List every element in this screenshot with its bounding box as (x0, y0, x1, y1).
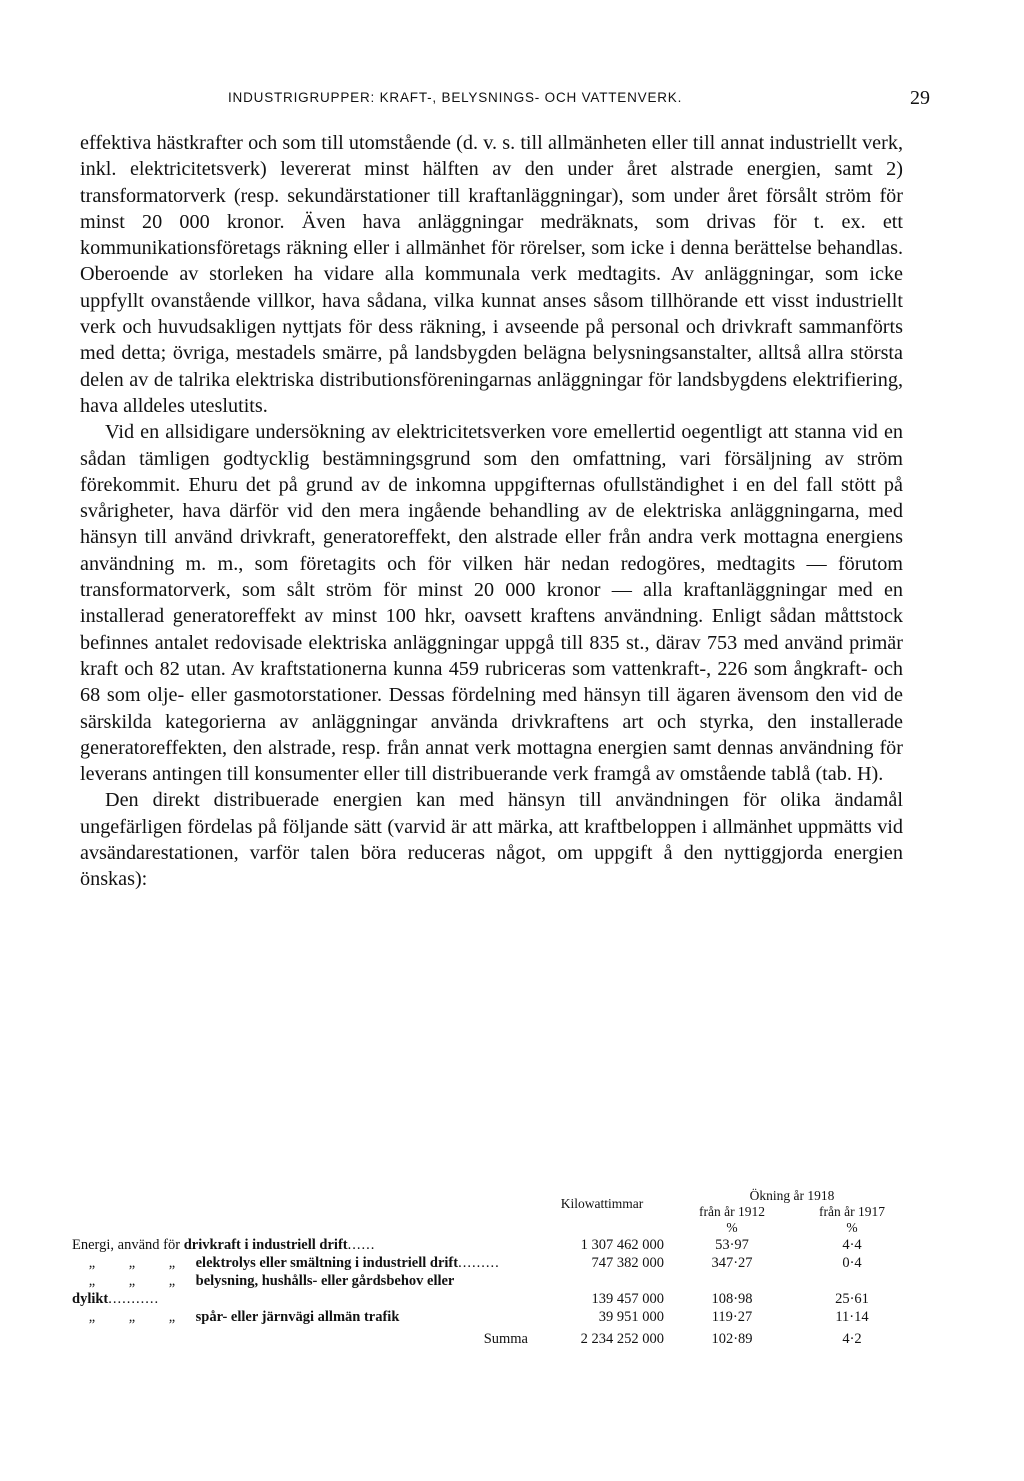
row-leader: ......... (458, 1255, 500, 1271)
paragraph-1: effektiva hästkrafter och som till utomstående (d. v. s. till allmänheten eller till annat industriellt verk, inkl. elektricitetsverk) levererat minst hälften av den under året alstrade energien, samt 2) transformatorverk (resp. sekundärstationer till kraftanläggningar), som under året försålt ström för minst 20 000 kronor. Även hava anläggningar medräknats, som drivas för t. ex. ett kommunikationsföretags räkning eller i allmänhet för rörelser, som icke i denna berättelse behandlas. Oberoende av storleken ha vidare alla kommunala verk medtagits. Av anläggningar, som icke uppfyllt ovanstående villkor, hava sådana, vilka kunnat anses såsom tillhörande ett visst industriellt verk och huvudsakligen nyttjats för dess räkning, i avseende på personal och drivkraft sammanförts med detta; övriga, mestadels smärre, på landsbygden belägna belysningsanstalter, alltså allra största delen av de talrika elektriska distributionsföreningarnas anläggningar för landsbygdens elektrifiering, hava alldeles uteslutits. (80, 132, 903, 417)
body-text (80, 130, 903, 893)
summa-row (72, 1326, 912, 1348)
ditto-mark: „ (128, 1309, 136, 1325)
col-increase-header: Ökning år 1918 (749, 1188, 835, 1203)
summa-kwh: 2 234 252 000 (580, 1331, 664, 1347)
table-header-row-2 (72, 1204, 912, 1220)
row-kwh: 1 307 462 000 (580, 1237, 664, 1253)
table-row (72, 1236, 912, 1254)
page-number: 29 (910, 87, 930, 109)
paragraph-3: Den direkt distribuerade energien kan med hänsyn till användningen för olika ändamål ungefärligen fördelas på följande sätt (varvid är att märka, att kraftbeloppen i allmänhet uppmätts vid avsändarestationen, varför talen böra reduceras något, om uppgift å den nyttiggjorda energien önskas): (80, 789, 903, 891)
row-label-text: elektrolys eller smältning i industriell drift (195, 1255, 459, 1271)
table-row (72, 1308, 912, 1326)
row-label (72, 1308, 532, 1326)
table-header-row-1 (72, 1188, 912, 1204)
row-pct-1912: 119·27 (711, 1309, 753, 1325)
ditto-mark: „ (88, 1255, 96, 1271)
paragraph-2: Vid en allsidigare undersökning av elektricitetsverken vore emellertid oegentligt att stanna vid en sådan tämligen godtycklig bestämningsgrund som den omfattning, vari försäljning av ström förekommit. Ehuru det på grund av de inkomna uppgifternas ofullständighet i en del fall stött på svårigheter, hava därför vid den mera ingående behandling av de elektriska anläggningarna, med hänsyn till använd drivkraft, generatoreffekt, den alstrade eller från andra verk mottagna energiens användning m. m., som företagits och för vilken här nedan redogöres, medtagits — förutom transformatorverk, som sålt ström för minst 20 000 kronor — alla kraftanläggningar med en installerad generatoreffekt av minst 100 hkr, oavsett kraftens användning. Enligt sådan måttstock befinnes antalet redovisade elektriska anläggningar uppgå till 835 st., därav 753 med använd primär kraft och 82 utan. Av kraftstationerna kunna 459 rubriceras som vattenkraft-, 226 som ångkraft- och 68 som olje- eller gasmotorstationer. Dessas fördelning med hänsyn till ägaren ävensom den vid de särskilda kategorierna av anläggningar använda drivkraftens art och styrka, den installerade generatoreffekten, den alstrade, resp. från annat verk mottagna energien samt dennas användning för leverans antingen till konsumenter eller till distribuerande verk framgå av omstående tablå (tab. H). (80, 421, 903, 786)
row-kwh: 139 457 000 (591, 1291, 664, 1307)
running-title: INDUSTRIGRUPPER: KRAFT-, BELYSNINGS- OCH VATTENVERK. (228, 90, 683, 105)
unit-pct-1917: % (846, 1220, 858, 1235)
col-kwh-header: Kilowattimmar (560, 1196, 644, 1211)
row-label-text: belysning, hushålls- eller gårdsbehov eller dylikt (72, 1273, 455, 1307)
row-kwh: 747 382 000 (591, 1255, 664, 1271)
table-unit-row (72, 1220, 912, 1236)
row-pct-1912: 108·98 (711, 1291, 753, 1307)
ditto-mark: „ (128, 1255, 136, 1271)
summa-label: Summa (483, 1331, 528, 1347)
row-label (72, 1254, 532, 1272)
row-label-text: drivkraft i industriell drift (183, 1237, 348, 1253)
ditto-mark: „ (88, 1273, 96, 1289)
row-leader: ........... (108, 1291, 160, 1307)
col-from-1917-header: från år 1917 (819, 1204, 885, 1219)
row-lead: Energi, använd (72, 1237, 160, 1253)
ditto-mark: „ (88, 1309, 96, 1325)
unit-pct-1912: % (726, 1220, 738, 1235)
row-leader: ...... (347, 1237, 376, 1253)
ditto-mark: „ (168, 1255, 176, 1271)
table-row (72, 1272, 912, 1308)
row-pct-1917: 4·4 (842, 1237, 862, 1253)
ditto-mark: „ (168, 1273, 176, 1289)
summa-pct-1917: 4·2 (842, 1331, 862, 1347)
row-pct-1917: 11·14 (835, 1309, 869, 1325)
table-row (72, 1254, 912, 1272)
ditto-mark: „ (128, 1273, 136, 1289)
row-pct-1912: 53·97 (715, 1237, 749, 1253)
row-prep: för (163, 1237, 181, 1253)
col-from-1912-header: från år 1912 (699, 1204, 765, 1219)
row-label (72, 1272, 532, 1308)
summa-pct-1912: 102·89 (711, 1331, 753, 1347)
row-pct-1917: 0·4 (842, 1255, 862, 1271)
row-label-text: spår- eller järnvägi allmän trafik (195, 1309, 400, 1325)
ditto-mark: „ (168, 1309, 176, 1325)
row-kwh: 39 951 000 (598, 1309, 664, 1325)
running-header (228, 87, 930, 112)
row-pct-1912: 347·27 (711, 1255, 753, 1271)
row-pct-1917: 25·61 (835, 1291, 869, 1307)
row-label (72, 1236, 532, 1254)
energy-distribution-table (72, 1188, 912, 1348)
